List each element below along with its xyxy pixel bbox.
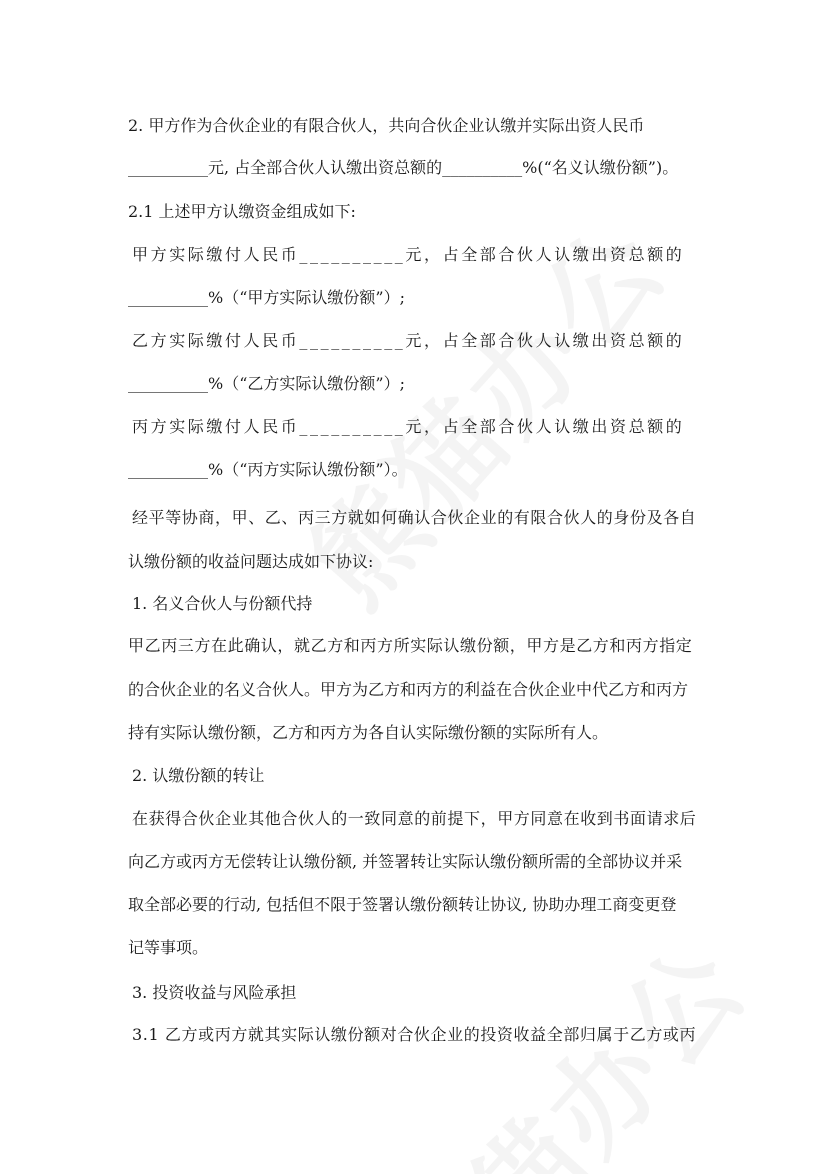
- paragraph-line: 甲乙丙三方在此确认，就乙方和丙方所实际认缴份额，甲方是乙方和丙方指定: [128, 636, 693, 655]
- paragraph-line: __________%（“甲方实际认缴份额”）;: [128, 288, 405, 307]
- paragraph-line: 的合伙企业的名义合伙人。甲方为乙方和丙方的利益在合伙企业中代乙方和丙方: [128, 680, 689, 699]
- paragraph-line: 持有实际认缴份额，乙方和丙方为各自认实际缴份额的实际所有人。: [128, 723, 609, 742]
- section-heading: 1. 名义合伙人与份额代持: [132, 594, 313, 613]
- paragraph-line: 经平等协商，甲、乙、丙三方就如何确认合伙企业的有限合伙人的身份及各自: [132, 508, 697, 527]
- paragraph-line: 认缴份额的收益问题达成如下协议:: [128, 552, 374, 571]
- paragraph-line: 甲方实际缴付人民币__________元，占全部合伙人认缴出资总额的: [132, 245, 685, 264]
- paragraph-line: __________%（“乙方实际认缴份额”）;: [128, 374, 405, 393]
- paragraph-line: __________元, 占全部合伙人认缴出资总额的__________%(“名义认缴份额”)。: [128, 158, 679, 177]
- paragraph-line: 在获得合伙企业其他合伙人的一致同意的前提下，甲方同意在收到书面请求后: [132, 809, 697, 828]
- paragraph-line: __________%（“丙方实际认缴份额”）。: [128, 460, 408, 479]
- paragraph-line: 2. 甲方作为合伙企业的有限合伙人，共向合伙企业认缴并实际出资人民币: [128, 116, 645, 135]
- paragraph-line: 记等事项。: [128, 938, 209, 957]
- section-heading: 3. 投资收益与风险承担: [132, 983, 297, 1002]
- paragraph-line: 3.1 乙方或丙方就其实际认缴份额对合伙企业的投资收益全部归属于乙方或丙: [132, 1025, 697, 1044]
- paragraph-line: 丙方实际缴付人民币__________元，占全部合伙人认缴出资总额的: [132, 417, 685, 436]
- paragraph-line: 乙方实际缴付人民币__________元，占全部合伙人认缴出资总额的: [132, 331, 685, 350]
- section-heading: 2. 认缴份额的转让: [132, 766, 265, 785]
- paragraph-line: 取全部必要的行动, 包括但不限于签署认缴份额转让协议, 协助办理工商变更登: [128, 895, 677, 914]
- paragraph-line: 向乙方或丙方无偿转让认缴份额, 并签署转让实际认缴份额所需的全部协议并采: [128, 852, 683, 871]
- paragraph-line: 2.1 上述甲方认缴资金组成如下:: [128, 202, 356, 221]
